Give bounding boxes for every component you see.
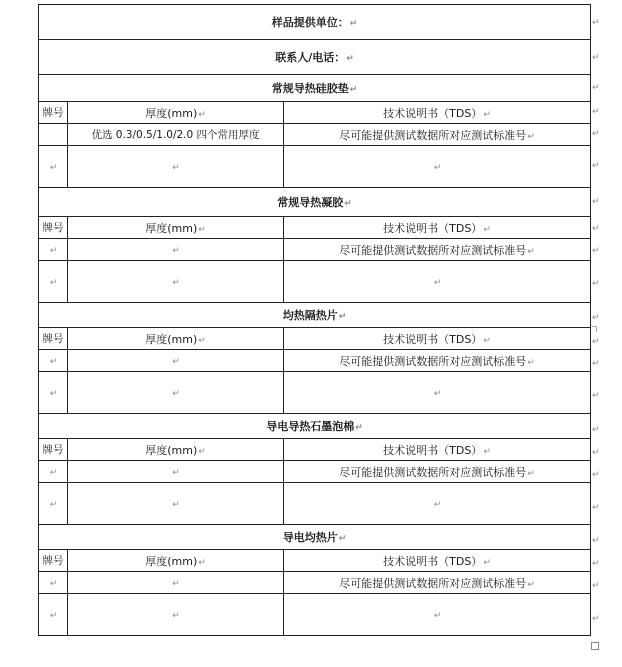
contact-label: 联系人/电话： xyxy=(275,51,346,64)
section-title-row xyxy=(39,188,591,217)
column-header-row xyxy=(39,439,591,461)
paragraph-mark-icon: ↵ xyxy=(172,468,180,478)
paragraph-mark-icon: ↵ xyxy=(49,278,58,288)
row-end-mark-icon: ↵ xyxy=(592,614,600,624)
tds-cell[interactable]: 尽可能提供测试数据所对应测试标准号↵ xyxy=(284,572,591,594)
table-row xyxy=(39,461,591,483)
sample-info-form xyxy=(38,4,591,636)
table-row xyxy=(39,594,591,636)
col-header-code: 牌号 xyxy=(39,102,68,124)
paragraph-mark-icon: ↵ xyxy=(527,246,535,257)
code-cell[interactable] xyxy=(39,483,68,525)
col-header-tds: 技术说明书（TDS）↵ xyxy=(284,328,591,350)
col-header-code: 牌号 xyxy=(39,328,68,350)
row-end-mark-icon: ↵ xyxy=(592,161,600,171)
paragraph-mark-icon: ↵ xyxy=(172,278,180,288)
col-header-code: 牌号 xyxy=(39,439,68,461)
thickness-cell[interactable] xyxy=(68,483,284,525)
tds-cell[interactable] xyxy=(284,261,591,303)
row-end-mark-icon: ↵ xyxy=(592,503,600,513)
tds-cell[interactable]: 尽可能提供测试数据所对应测试标准号↵ xyxy=(284,239,591,261)
row-end-mark-icon: ↵ xyxy=(592,448,600,458)
col-header-tds: 技术说明书（TDS）↵ xyxy=(284,550,591,572)
paragraph-mark-icon: ↵ xyxy=(198,109,206,120)
table-row xyxy=(39,350,591,372)
paragraph-mark-icon: ↵ xyxy=(172,611,180,621)
paragraph-mark-icon: ↵ xyxy=(483,109,491,120)
thickness-cell[interactable] xyxy=(68,461,284,483)
paragraph-mark-icon: ↵ xyxy=(433,278,442,288)
row-end-mark-icon: ↵ xyxy=(592,107,600,117)
row-end-mark-icon: ↵ xyxy=(592,391,600,401)
paragraph-mark-icon: ↵ xyxy=(355,423,363,433)
paragraph-mark-icon: ↵ xyxy=(172,246,180,256)
section-title-row xyxy=(39,414,591,439)
row-end-mark-icon: ↵ xyxy=(592,83,600,93)
tds-cell[interactable] xyxy=(284,146,591,188)
paragraph-mark-icon: ↵ xyxy=(49,611,58,621)
thickness-cell[interactable] xyxy=(68,572,284,594)
col-header-thickness: 厚度(mm)↵ xyxy=(68,217,284,239)
row-end-mark-icon: ↵ xyxy=(592,313,600,323)
row-end-mark-icon: ↵ xyxy=(592,359,600,369)
row-end-mark-icon: ↵ xyxy=(592,197,600,207)
column-header-row xyxy=(39,217,591,239)
supplier-label: 样品提供单位： xyxy=(271,16,349,29)
paragraph-mark-icon: ↵ xyxy=(483,446,491,457)
section-title: 导电导热石墨泡棉↵ xyxy=(39,414,591,439)
paragraph-mark-icon: ↵ xyxy=(338,312,347,322)
row-end-mark-icon: ↵ xyxy=(592,559,600,569)
thickness-cell[interactable] xyxy=(68,261,284,303)
paragraph-mark-icon: ↵ xyxy=(433,163,442,173)
paragraph-mark-icon: ↵ xyxy=(49,468,58,478)
code-cell[interactable] xyxy=(39,124,68,146)
paragraph-mark-icon: ↵ xyxy=(527,357,535,368)
paragraph-mark-icon: ↵ xyxy=(338,534,347,544)
paragraph-mark-icon: ↵ xyxy=(198,335,206,346)
row-end-mark-icon: ↵ xyxy=(592,581,600,591)
paragraph-mark-icon: ↵ xyxy=(172,357,180,367)
table-move-handle-icon[interactable] xyxy=(591,642,599,650)
section-title: 常规导热硅胶垫↵ xyxy=(39,75,591,102)
paragraph-mark-icon: ↵ xyxy=(483,557,491,568)
paragraph-mark-icon: ↵ xyxy=(172,500,180,510)
table-row xyxy=(39,239,591,261)
row-end-mark-icon: ↵ xyxy=(592,470,600,480)
col-header-code: 牌号 xyxy=(39,550,68,572)
paragraph-mark-icon: ↵ xyxy=(349,19,358,29)
tds-cell[interactable]: 尽可能提供测试数据所对应测试标准号↵ xyxy=(284,124,591,146)
section-title-row xyxy=(39,75,591,102)
column-header-row xyxy=(39,328,591,350)
paragraph-mark-icon: ↵ xyxy=(49,163,58,173)
contact-cell[interactable] xyxy=(39,40,591,75)
code-cell[interactable] xyxy=(39,350,68,372)
paragraph-mark-icon: ↵ xyxy=(172,389,180,399)
table-row xyxy=(39,261,591,303)
section-title: 均热隔热片↵ xyxy=(39,303,591,328)
row-end-mark-icon: ↵ xyxy=(592,18,600,28)
row-end-mark-icon: ↵ xyxy=(592,53,600,63)
code-cell[interactable] xyxy=(39,594,68,636)
row-end-mark-icon: ↵ xyxy=(592,224,600,234)
row-end-mark-icon: ↵ xyxy=(592,279,600,289)
paragraph-mark-icon: ↵ xyxy=(346,54,354,64)
col-header-thickness: 厚度(mm)↵ xyxy=(68,102,284,124)
paragraph-mark-icon: ↵ xyxy=(49,246,58,256)
row-end-mark-icon: ↵ xyxy=(592,536,600,546)
paragraph-mark-icon: ↵ xyxy=(344,199,352,209)
col-header-tds: 技术说明书（TDS）↵ xyxy=(284,217,591,239)
section-title-row xyxy=(39,303,591,328)
code-cell[interactable] xyxy=(39,372,68,414)
supplier-row xyxy=(39,5,591,40)
column-header-row xyxy=(39,102,591,124)
code-cell[interactable] xyxy=(39,146,68,188)
contact-row xyxy=(39,40,591,75)
tds-cell[interactable] xyxy=(284,483,591,525)
col-header-tds: 技术说明书（TDS）↵ xyxy=(284,439,591,461)
table-row xyxy=(39,124,591,146)
table-row xyxy=(39,572,591,594)
thickness-cell[interactable] xyxy=(68,146,284,188)
code-cell[interactable] xyxy=(39,572,68,594)
paragraph-mark-icon: ↵ xyxy=(172,163,180,173)
paragraph-mark-icon: ↵ xyxy=(433,611,442,621)
row-end-mark-icon: ↵ xyxy=(592,129,600,139)
tds-cell[interactable] xyxy=(284,372,591,414)
paragraph-mark-icon: ↵ xyxy=(198,446,206,457)
paragraph-mark-icon: ↵ xyxy=(483,224,491,235)
thickness-cell[interactable] xyxy=(68,372,284,414)
paragraph-mark-icon: ↵ xyxy=(483,335,491,346)
table-row xyxy=(39,483,591,525)
paragraph-mark-icon: ↵ xyxy=(49,389,58,399)
table-row xyxy=(39,372,591,414)
section-title: 导电均热片↵ xyxy=(39,525,591,550)
paragraph-mark-icon: ↵ xyxy=(527,131,535,142)
supplier-cell[interactable] xyxy=(39,5,591,40)
code-cell[interactable] xyxy=(39,239,68,261)
col-header-thickness: 厚度(mm)↵ xyxy=(68,439,284,461)
col-header-tds: 技术说明书（TDS）↵ xyxy=(284,102,591,124)
paragraph-mark-icon: ↵ xyxy=(198,224,206,235)
paragraph-mark-icon: ↵ xyxy=(198,557,206,568)
thickness-cell[interactable] xyxy=(68,594,284,636)
paragraph-mark-icon: ↵ xyxy=(433,500,442,510)
tds-cell[interactable] xyxy=(284,594,591,636)
paragraph-mark-icon: ↵ xyxy=(349,85,358,95)
section-title: 常规导热凝胶↵ xyxy=(39,188,591,217)
text-boundary-icon xyxy=(592,326,597,332)
paragraph-mark-icon: ↵ xyxy=(49,500,58,510)
code-cell[interactable] xyxy=(39,461,68,483)
row-end-mark-icon: ↵ xyxy=(592,246,600,256)
paragraph-mark-icon: ↵ xyxy=(433,389,442,399)
thickness-cell[interactable] xyxy=(68,350,284,372)
col-header-thickness: 厚度(mm)↵ xyxy=(68,550,284,572)
row-end-mark-icon: ↵ xyxy=(592,337,600,347)
paragraph-mark-icon: ↵ xyxy=(49,357,58,367)
paragraph-mark-icon: ↵ xyxy=(527,579,535,590)
column-header-row xyxy=(39,550,591,572)
section-title-row xyxy=(39,525,591,550)
table-row xyxy=(39,146,591,188)
col-header-thickness: 厚度(mm)↵ xyxy=(68,328,284,350)
paragraph-mark-icon: ↵ xyxy=(172,579,180,589)
thickness-cell[interactable]: 优选 0.3/0.5/1.0/2.0 四个常用厚度 xyxy=(68,124,284,146)
paragraph-mark-icon: ↵ xyxy=(527,468,535,479)
row-end-mark-icon: ↵ xyxy=(592,425,600,435)
paragraph-mark-icon: ↵ xyxy=(49,579,58,589)
tds-cell[interactable]: 尽可能提供测试数据所对应测试标准号↵ xyxy=(284,461,591,483)
code-cell[interactable] xyxy=(39,261,68,303)
col-header-code: 牌号 xyxy=(39,217,68,239)
tds-cell[interactable]: 尽可能提供测试数据所对应测试标准号↵ xyxy=(284,350,591,372)
thickness-cell[interactable] xyxy=(68,239,284,261)
